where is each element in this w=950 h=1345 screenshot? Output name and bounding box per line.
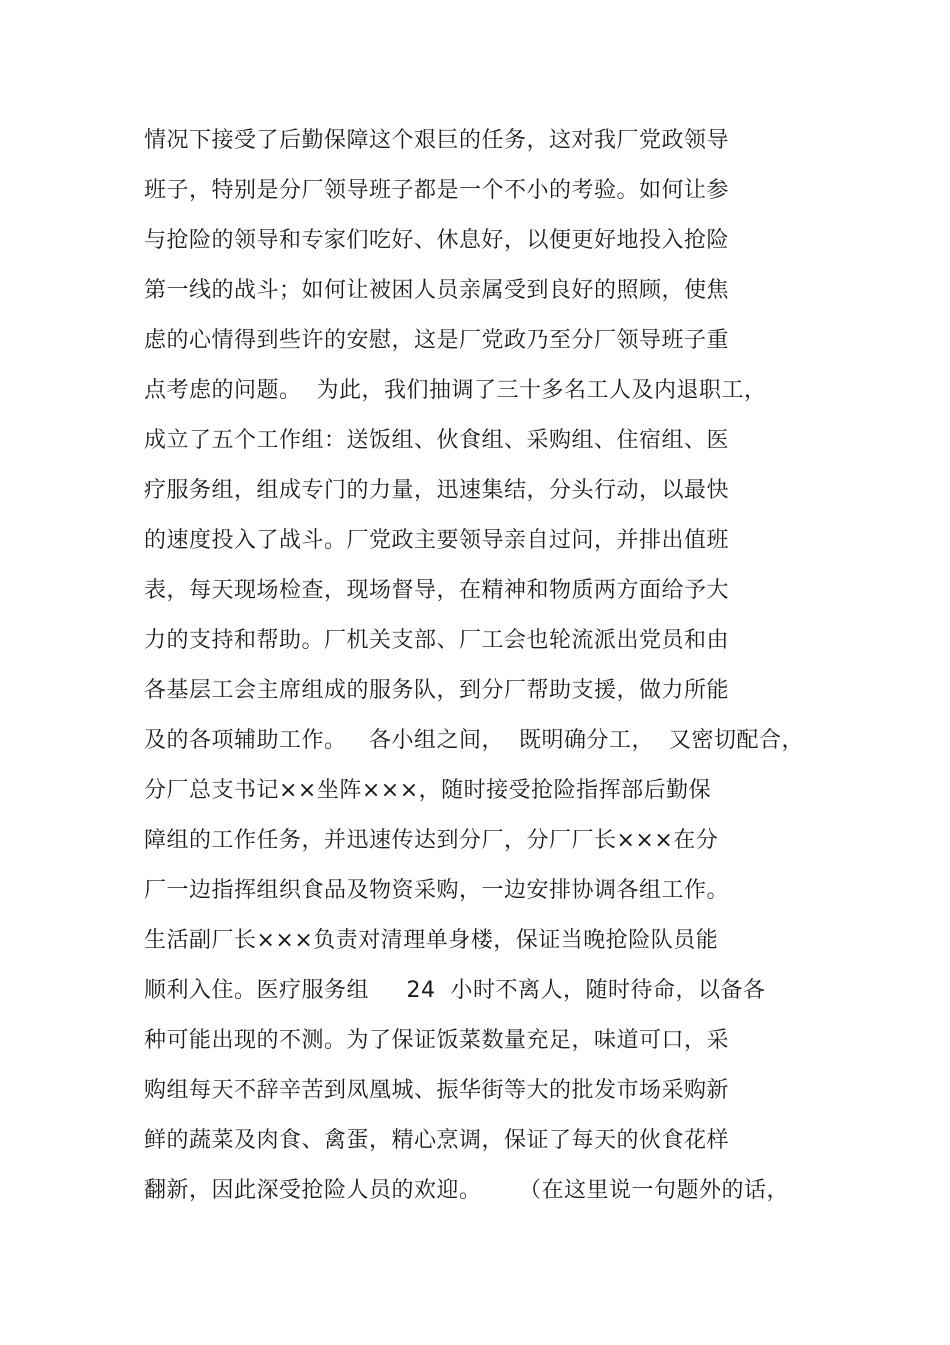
text-line-10: 表，每天现场检查，现场督导，在精神和物质两方面给予大 xyxy=(144,578,730,603)
text-line-17: 生活副厂长×××负责对清理单身楼，保证当晚抢险队员能 xyxy=(144,928,719,953)
text-line-3: 与抢险的领导和专家们吃好、休息好，以便更好地投入抢险 xyxy=(144,228,730,253)
text-line-11: 力的支持和帮助。厂机关支部、厂工会也轮流派出党员和由 xyxy=(144,628,730,653)
text-line-1: 情况下接受了后勤保障这个艰巨的任务，这对我厂党政领导 xyxy=(144,128,730,153)
text-line-12: 各基层工会主席组成的服务队，到分厂帮助支援，做力所能 xyxy=(144,678,730,703)
text-line-20: 购组每天不辞辛苦到凤凰城、振华街等大的批发市场采购新 xyxy=(144,1078,730,1103)
text-line-19: 种可能出现的不测。为了保证饭菜数量充足，味道可口，采 xyxy=(144,1028,730,1053)
text-line-7: 成立了五个工作组：送饭组、伙食组、采购组、住宿组、医 xyxy=(144,428,730,453)
text-line-13: 及的各项辅助工作。 各小组之间， 既明确分工， 又密切配合， xyxy=(144,728,804,753)
text-line-6: 点考虑的问题。 为此，我们抽调了三十多名工人及内退职工， xyxy=(144,378,767,403)
text-line-9: 的速度投入了战斗。厂党政主要领导亲自过问，并排出值班 xyxy=(144,528,730,553)
text-line-18: 顺利入住。医疗服务组 24 小时不离人，随时待命，以备各 xyxy=(144,978,766,1003)
text-line-16: 厂一边指挥组织食品及物资采购，一边安排协调各组工作。 xyxy=(144,878,730,903)
text-line-4: 第一线的战斗；如何让被困人员亲属受到良好的照顾，使焦 xyxy=(144,278,730,303)
text-line-15: 障组的工作任务，并迅速传达到分厂，分厂厂长×××在分 xyxy=(144,828,719,853)
text-line-8: 疗服务组，组成专门的力量，迅速集结，分头行动，以最快 xyxy=(144,478,730,503)
text-line-22: 翻新，因此深受抢险人员的欢迎。 （在这里说一句题外的话， xyxy=(144,1178,789,1203)
text-line-21: 鲜的蔬菜及肉食、禽蛋，精心烹调，保证了每天的伙食花样 xyxy=(144,1128,730,1153)
text-line-5: 虑的心情得到些许的安慰，这是厂党政乃至分厂领导班子重 xyxy=(144,328,730,353)
text-line-2: 班子，特别是分厂领导班子都是一个不小的考验。如何让参 xyxy=(144,178,730,203)
text-line-14: 分厂总支书记××坐阵×××，随时接受抢险指挥部后勤保 xyxy=(144,778,712,803)
